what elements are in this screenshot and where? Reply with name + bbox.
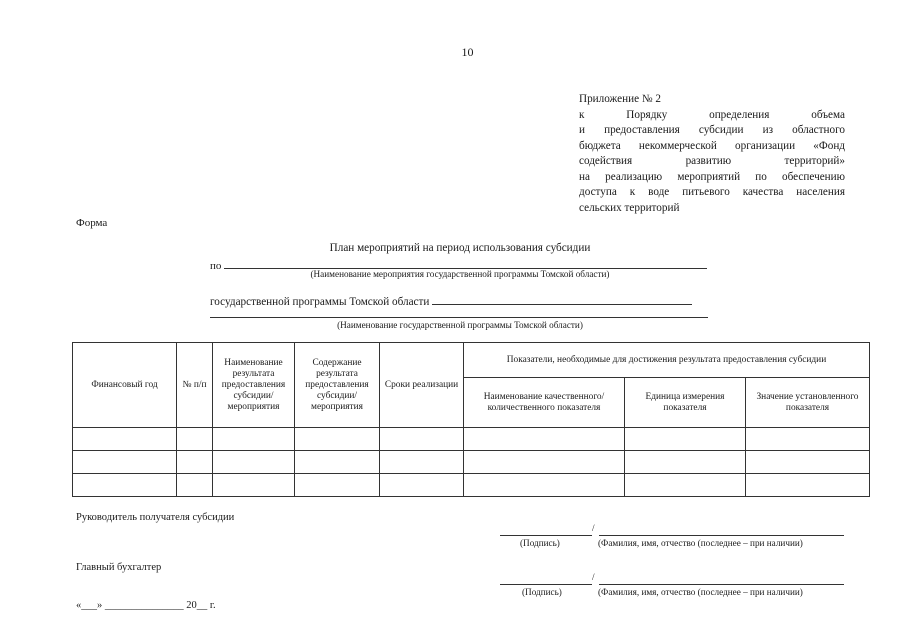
header-fin-year: Финансовый год [73, 343, 177, 428]
form-label: Форма [76, 217, 108, 229]
table-row [73, 428, 870, 451]
gp-caption: (Наименование государственной программы Томской области) [337, 320, 583, 330]
head-sign-line [500, 535, 592, 536]
appendix-line: сельских территорий [579, 201, 680, 214]
appendix-line: бюджета некоммерческой организации «Фонд [579, 139, 845, 152]
accountant-slash: / [592, 572, 595, 582]
gp-prefix: государственной программы Томской области [210, 296, 430, 308]
head-label: Руководитель получателя субсидии [76, 512, 235, 523]
appendix-block [579, 92, 845, 216]
accountant-sign-caption: (Подпись) [522, 587, 562, 597]
head-name-caption: (Фамилия, имя, отчество (последнее – при наличии) [598, 538, 803, 548]
page-number: 10 [461, 45, 474, 59]
appendix-line: содействия развитию территорий» [579, 155, 845, 167]
header-result-name: Наименование результата предоставления субсидии/ мероприятия [213, 343, 295, 428]
header-result-content: Содержание результата предоставления субсидии/ мероприятия [295, 343, 380, 428]
table-row [73, 451, 870, 474]
head-sign-caption: (Подпись) [520, 538, 560, 548]
gp-line [210, 293, 692, 308]
accountant-name-line [599, 584, 844, 585]
gp-underline [432, 293, 692, 305]
gp-second-line [210, 317, 708, 318]
appendix-line: на реализацию мероприятий по обеспечению [579, 170, 845, 183]
po-prefix: по [210, 260, 222, 272]
head-slash: / [592, 523, 595, 533]
accountant-label: Главный бухгалтер [76, 562, 162, 573]
head-name-line [599, 535, 844, 536]
appendix-title: Приложение № 2 [579, 93, 661, 105]
plan-title: План мероприятий на период использования субсидии [329, 242, 591, 254]
header-indicator-name: Наименование качественного/ количественного показателя [464, 378, 625, 428]
date-line: «___» _______________ 20__ г. [76, 600, 216, 611]
header-indicators-group: Показатели, необходимые для достижения результата предоставления субсидии [464, 343, 870, 378]
accountant-sign-line [500, 584, 592, 585]
header-num: № п/п [177, 343, 213, 428]
header-unit: Единица измерения показателя [625, 378, 746, 428]
table-row [73, 474, 870, 497]
po-caption: (Наименование мероприятия государственной программы Томской области) [310, 269, 610, 279]
po-underline [224, 257, 707, 269]
header-value: Значение установленного показателя [746, 378, 870, 428]
appendix-line: к Порядку определения объема [579, 108, 845, 121]
plan-table [72, 342, 870, 497]
appendix-line: доступа к воде питьевого качества населения [579, 186, 845, 198]
appendix-line: и предоставления субсидии из областного [579, 124, 845, 136]
header-terms: Сроки реализации [380, 343, 464, 428]
accountant-name-caption: (Фамилия, имя, отчество (последнее – при наличии) [598, 587, 803, 597]
